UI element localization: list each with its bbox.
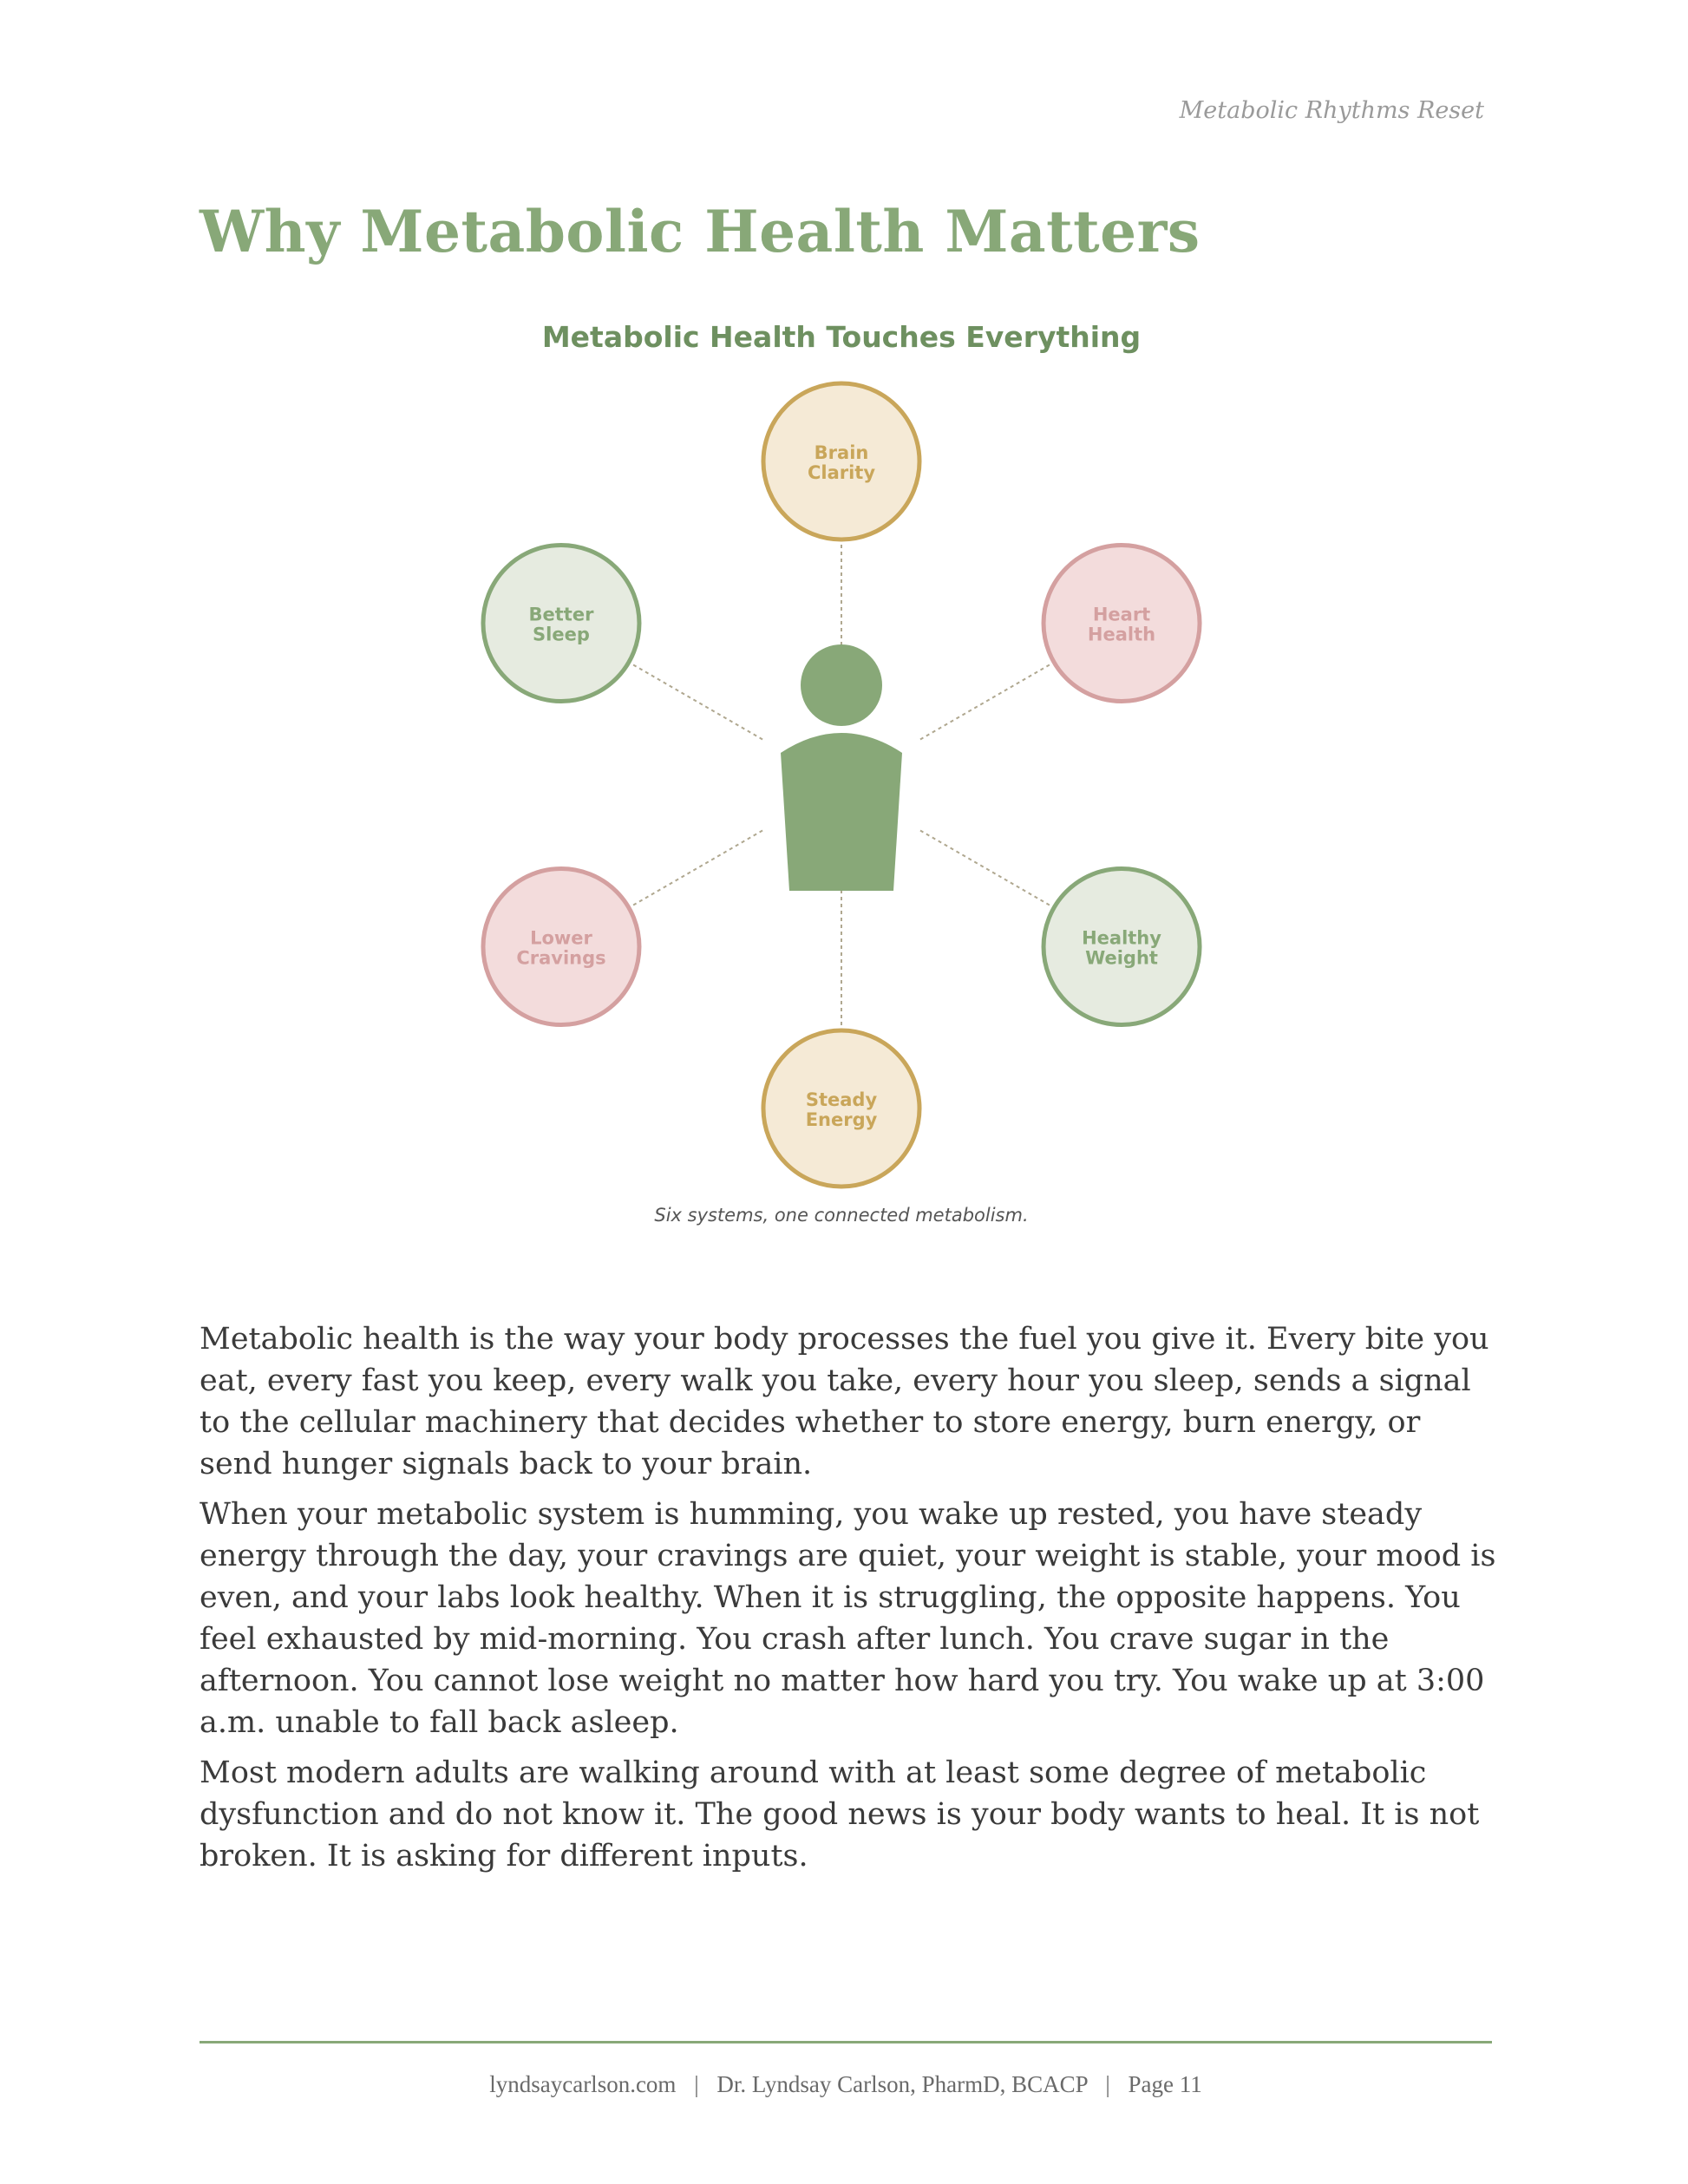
footer-site-link[interactable]: lyndsaycarlson.com [489,2071,677,2097]
node-label: Better [528,604,594,625]
diagram-node-better-sleep [483,546,639,702]
footer-author: Dr. Lyndsay Carlson, PharmD, BCACP [716,2071,1088,2097]
body-text [200,1318,1501,1886]
connector-line [629,663,762,740]
diagram-node-steady-energy [763,1030,919,1187]
diagram-node-brain-clarity [763,383,919,539]
body-paragraph-2: When your metabolic system is humming, you wake up rested, you have steady energy through the day, your cravings are quiet, your weight is stable, your mood is even, and your labs look healthy. When it is struggling, the opposite happens. You feel exhausted by mid-morning. You crash after lunch. You crave sugar in the afternoon. You cannot lose weight no matter how hard you try. You wake up at 3:00 a.m. unable to fall back asleep. [200,1497,1496,1740]
footer-page-number: Page 11 [1128,2071,1202,2097]
diagram-node-healthy-weight [1044,869,1200,1025]
footer-separator: | [1105,2071,1110,2097]
diagram-node-heart-health [1044,546,1200,702]
connector-line [629,831,762,908]
node-label: Clarity [807,462,876,483]
person-figure-icon [781,644,902,891]
footer-separator: | [694,2071,699,2097]
node-label: Weight [1085,947,1158,969]
diagram-caption: Six systems, one connected metabolism. [654,1205,1029,1226]
diagram-title: Metabolic Health Touches Everything [541,320,1142,354]
node-label: Sleep [533,624,590,645]
node-label: Health [1087,624,1156,645]
node-label: Cravings [516,947,606,969]
diagram-node-lower-cravings [483,869,639,1025]
connector-line [920,831,1054,908]
page-title: Why Metabolic Health Matters [200,198,1201,265]
connector-line [920,663,1054,740]
node-label: Healthy [1082,927,1161,949]
body-paragraph-3: Most modern adults are walking around with at least some degree of metabolic dysfunction and do not know it. The good news is your body wants to heal. It is not broken. It is asking for different inputs. [200,1756,1480,1873]
footer-rule [200,2041,1492,2043]
node-label: Heart [1092,604,1151,625]
node-label: Brain [814,442,869,463]
node-label: Energy [805,1109,878,1130]
node-label: Lower [530,927,592,949]
page-footer [200,2071,1492,2098]
node-label: Steady [805,1089,878,1110]
body-paragraph-1: Metabolic health is the way your body processes the fuel you give it. Every bite you eat, every fast you keep, every walk you take, every hour you sleep, sends a signal to the cellular machinery that decides whether to store energy, burn energy, or send hunger signals back to your brain. [200,1322,1489,1481]
running-header-title: Metabolic Rhythms Reset [1179,97,1484,124]
